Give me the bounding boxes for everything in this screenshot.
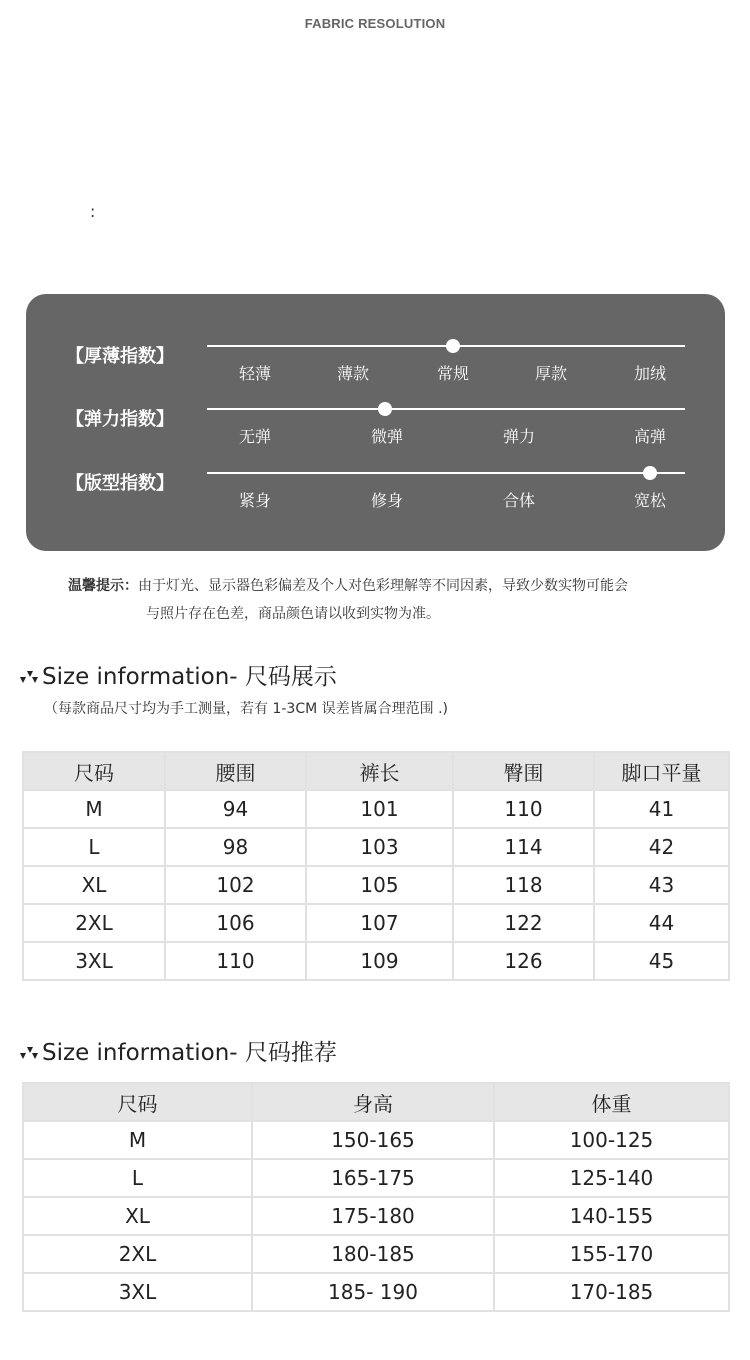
table-cell: 109: [306, 942, 453, 980]
column-header: 身高: [252, 1083, 494, 1121]
table-cell: 170-185: [494, 1273, 729, 1311]
table-cell: 180-185: [252, 1235, 494, 1273]
table-row: [23, 790, 729, 828]
elasticity-index-label: 【弹力指数】: [66, 409, 174, 430]
fit-index-label: 【版型指数】: [66, 473, 174, 494]
thickness-option: 常规: [436, 364, 470, 383]
table-cell: 2XL: [23, 904, 165, 942]
fit-scale-line: [207, 472, 685, 474]
fit-option: 合体: [502, 491, 536, 510]
table-cell: 110: [453, 790, 594, 828]
fit-option: 紧身: [238, 491, 272, 510]
table-cell: 140-155: [494, 1197, 729, 1235]
table-row: [23, 1159, 729, 1197]
table-cell: 98: [165, 828, 306, 866]
recommend-table: [22, 1082, 730, 1312]
table-cell: 2XL: [23, 1235, 252, 1273]
notice-line-2: 与照片存在色差，商品颜色请以收到实物为准。: [146, 606, 440, 622]
notice-label: 温馨提示：: [68, 578, 138, 594]
notice-line-1: 由于灯光、显示器色彩偏差及个人对色彩理解等不同因素，导致少数实物可能会: [138, 578, 628, 594]
table-cell: 101: [306, 790, 453, 828]
elasticity-marker: [378, 402, 392, 416]
thickness-option: 加绒: [633, 364, 667, 383]
table-row: [23, 1121, 729, 1159]
table-cell: 185- 190: [252, 1273, 494, 1311]
table-cell: 100-125: [494, 1121, 729, 1159]
fit-option: 修身: [370, 491, 404, 510]
column-header: 尺码: [23, 752, 165, 790]
table-cell: L: [23, 1159, 252, 1197]
elasticity-option: 无弹: [238, 427, 272, 446]
table-cell: 150-165: [252, 1121, 494, 1159]
recommend-section-title: Size information- 尺码推荐: [42, 1040, 337, 1066]
table-cell: M: [23, 790, 165, 828]
table-cell: 45: [594, 942, 729, 980]
size-table: [22, 751, 730, 981]
table-cell: 94: [165, 790, 306, 828]
table-cell: 43: [594, 866, 729, 904]
recommend-table-header: [23, 1083, 729, 1121]
thickness-option: 薄款: [336, 364, 370, 383]
column-header: 裤长: [306, 752, 453, 790]
size-table-header: [23, 752, 729, 790]
measurement-note: （每款商品尺寸均为手工测量，若有 1-3CM 误差皆属合理范围 .): [44, 701, 448, 717]
table-cell: 125-140: [494, 1159, 729, 1197]
elasticity-option: 高弹: [633, 427, 667, 446]
thickness-index-label: 【厚薄指数】: [66, 346, 174, 367]
column-header: 臀围: [453, 752, 594, 790]
table-row: [23, 942, 729, 980]
table-row: [23, 866, 729, 904]
table-row: [23, 1273, 729, 1311]
column-header: 脚口平量: [594, 752, 729, 790]
table-cell: 3XL: [23, 1273, 252, 1311]
table-cell: 165-175: [252, 1159, 494, 1197]
table-cell: 106: [165, 904, 306, 942]
table-cell: 107: [306, 904, 453, 942]
column-header: 体重: [494, 1083, 729, 1121]
column-header: 腰围: [165, 752, 306, 790]
size-section-heading: [18, 658, 337, 691]
elasticity-scale-line: [207, 408, 685, 410]
table-row: [23, 1197, 729, 1235]
table-cell: 155-170: [494, 1235, 729, 1273]
table-cell: XL: [23, 1197, 252, 1235]
thickness-option: 轻薄: [238, 364, 272, 383]
fit-marker: [643, 466, 657, 480]
table-row: [23, 828, 729, 866]
table-cell: 126: [453, 942, 594, 980]
table-cell: 105: [306, 866, 453, 904]
table-cell: 110: [165, 942, 306, 980]
table-cell: 175-180: [252, 1197, 494, 1235]
table-row: [23, 1235, 729, 1273]
column-header: 尺码: [23, 1083, 252, 1121]
table-cell: XL: [23, 866, 165, 904]
recommend-section-heading: [18, 1034, 337, 1067]
colon-mark: :: [90, 202, 96, 221]
table-cell: M: [23, 1121, 252, 1159]
table-cell: 102: [165, 866, 306, 904]
size-section-title: Size information- 尺码展示: [42, 664, 337, 690]
triangle-cluster-icon: [18, 668, 40, 686]
table-cell: 122: [453, 904, 594, 942]
fit-option: 宽松: [633, 491, 667, 510]
thickness-marker: [446, 339, 460, 353]
elasticity-option: 微弹: [370, 427, 404, 446]
table-cell: 41: [594, 790, 729, 828]
table-cell: L: [23, 828, 165, 866]
table-cell: 42: [594, 828, 729, 866]
elasticity-option: 弹力: [502, 427, 536, 446]
table-cell: 114: [453, 828, 594, 866]
table-cell: 3XL: [23, 942, 165, 980]
page-header-title: FABRIC RESOLUTION: [304, 16, 446, 31]
color-notice: [68, 572, 718, 628]
triangle-cluster-icon: [18, 1044, 40, 1062]
thickness-option: 厚款: [534, 364, 568, 383]
table-cell: 118: [453, 866, 594, 904]
table-cell: 44: [594, 904, 729, 942]
table-row: [23, 904, 729, 942]
table-cell: 103: [306, 828, 453, 866]
fabric-index-panel: [26, 294, 725, 551]
